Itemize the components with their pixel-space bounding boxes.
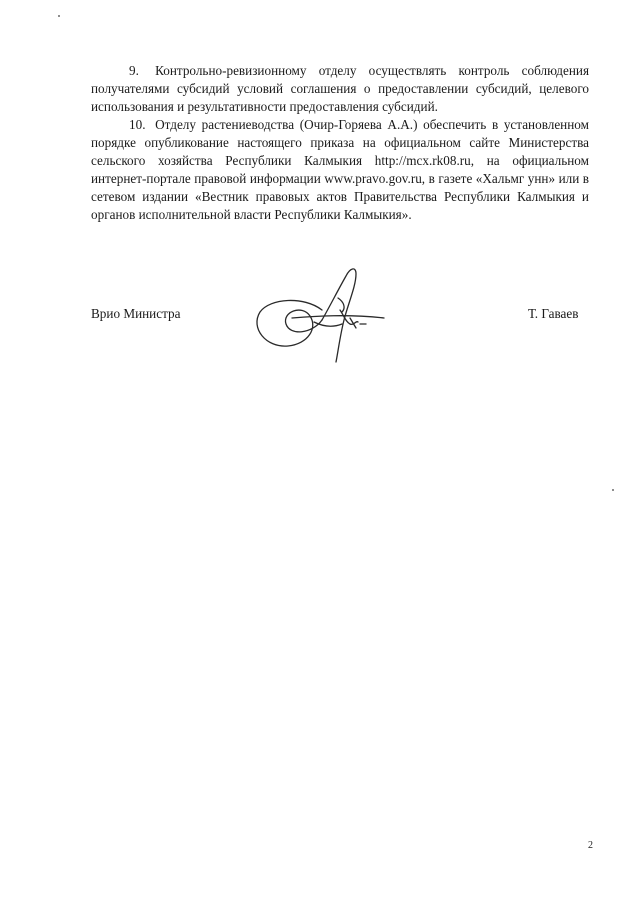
paragraph-10 — [91, 116, 589, 224]
document-body — [91, 62, 589, 224]
scan-speck — [612, 489, 614, 491]
paragraph-9 — [91, 62, 589, 116]
paragraph-number: 9. — [129, 63, 139, 78]
handwritten-signature — [252, 262, 392, 368]
signatory-role: Врио Министра — [91, 306, 181, 321]
page-number: 2 — [588, 840, 593, 851]
scan-speck — [58, 15, 60, 17]
paragraph-number: 10. — [129, 117, 146, 132]
signatory-name: Т. Гаваев — [528, 306, 579, 321]
paragraph-text: Отделу растениеводства (Очир-Горяева А.А.) обеспечить в установленном порядке опубликование настоящего приказа на официальном сайте Министерства сельского хозяйства Республики Калмыкия http://mcx.rk08.ru, на официальном интернет-портале правовой информации www.pravo.gov.ru, в газете «Хальмг унн» или в сетевом издании «Вестник правовых актов Правительства Республики Калмыкия и органов исполнительной власти Республики Калмыкия». — [91, 117, 589, 222]
paragraph-text: Контрольно-ревизионному отделу осуществлять контроль соблюдения получателями субсидий условий соглашения о предоставлении субсидий, целевого использования и результативности предоставления субсидий. — [91, 63, 590, 114]
